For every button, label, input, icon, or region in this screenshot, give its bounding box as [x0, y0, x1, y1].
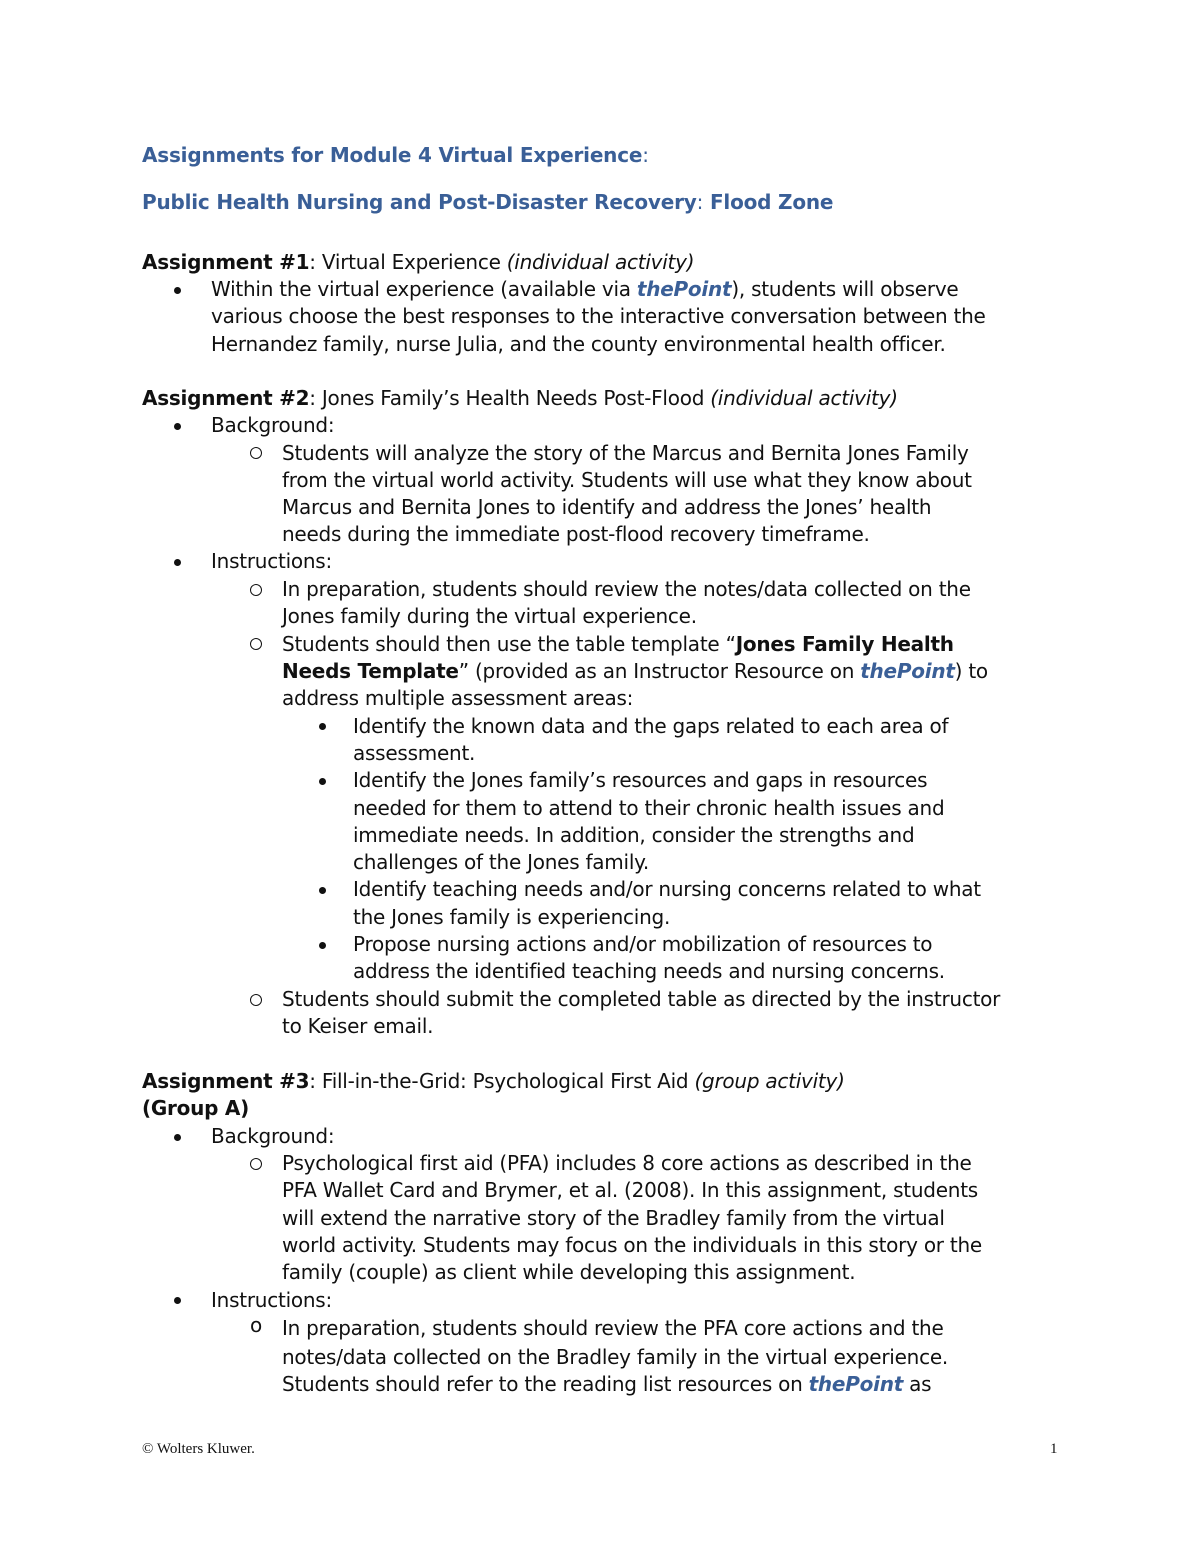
sub-instruction-text: assessment. — [353, 741, 476, 765]
document-subtitle: Public Health Nursing and Post-Disaster Recovery: Flood Zone — [142, 190, 834, 214]
background-text: needs during the immediate post-flood recovery timeframe. — [282, 522, 870, 546]
background-text: from the virtual world activity. Students will use what they know about — [282, 468, 972, 492]
assignment-3-heading: Assignment #3: Fill-in-the-Grid: Psychological First Aid (group activity) — [142, 1069, 845, 1093]
background-text: family (couple) as client while developing this assignment. — [282, 1260, 856, 1284]
instruction-text: address multiple assessment areas: — [282, 686, 634, 710]
instruction-text: In preparation, students should review the notes/data collected on the — [282, 577, 971, 601]
thepoint-link[interactable]: thePoint — [808, 1372, 904, 1396]
instructions-label: Instructions: — [211, 549, 332, 573]
instruction-text: Students should refer to the reading list resources on thePoint as — [282, 1372, 932, 1396]
bullet-icon — [319, 887, 326, 894]
sub-instruction-text: Identify the known data and the gaps related to each area of — [353, 714, 949, 738]
bullet-icon — [174, 1297, 181, 1304]
sub-instruction-text: address the identified teaching needs and nursing concerns. — [353, 959, 945, 983]
circle-bullet-icon — [250, 994, 262, 1006]
instructions-label: Instructions: — [211, 1288, 332, 1312]
assignment-1-text: various choose the best responses to the interactive conversation between the — [211, 304, 986, 328]
circle-bullet-icon — [250, 1158, 262, 1170]
background-text: PFA Wallet Card and Brymer, et al. (2008). In this assignment, students — [282, 1178, 978, 1202]
circle-bullet-icon: o — [250, 1313, 263, 1337]
instruction-text: to Keiser email. — [282, 1014, 434, 1038]
assignment-2-heading: Assignment #2: Jones Family’s Health Needs Post-Flood (individual activity) — [142, 386, 898, 410]
sub-instruction-text: immediate needs. In addition, consider the strengths and — [353, 823, 915, 847]
assignment-1-text: Within the virtual experience (available via thePoint), students will observe — [211, 277, 959, 301]
group-label: (Group A) — [142, 1096, 250, 1120]
bullet-icon — [174, 423, 181, 430]
footer-copyright: © Wolters Kluwer. — [142, 1441, 255, 1457]
instruction-text: Jones family during the virtual experience. — [282, 604, 697, 628]
instruction-text: In preparation, students should review the PFA core actions and the — [282, 1316, 944, 1340]
sub-instruction-text: challenges of the Jones family. — [353, 850, 649, 874]
sub-instruction-text: Identify the Jones family’s resources and gaps in resources — [353, 768, 928, 792]
background-text: will extend the narrative story of the Bradley family from the virtual — [282, 1206, 945, 1230]
document-title: Assignments for Module 4 Virtual Experience: — [142, 143, 649, 167]
circle-bullet-icon — [250, 638, 262, 650]
circle-bullet-icon — [250, 584, 262, 596]
instruction-text: Students should submit the completed table as directed by the instructor — [282, 987, 1001, 1011]
background-text: Marcus and Bernita Jones to identify and address the Jones’ health — [282, 495, 932, 519]
bullet-icon — [174, 287, 181, 294]
thepoint-link[interactable]: thePoint — [636, 277, 732, 301]
page-number: 1 — [1050, 1441, 1058, 1457]
sub-instruction-text: Identify teaching needs and/or nursing concerns related to what — [353, 877, 981, 901]
instruction-text: notes/data collected on the Bradley family in the virtual experience. — [282, 1345, 948, 1369]
background-text: world activity. Students may focus on the individuals in this story or the — [282, 1233, 982, 1257]
circle-bullet-icon — [250, 447, 262, 459]
bullet-icon — [174, 559, 181, 566]
background-label: Background: — [211, 413, 335, 437]
background-text: Psychological first aid (PFA) includes 8 core actions as described in the — [282, 1151, 972, 1175]
sub-instruction-text: Propose nursing actions and/or mobilization of resources to — [353, 932, 933, 956]
instruction-text: Needs Template” (provided as an Instructor Resource on thePoint) to — [282, 659, 988, 683]
bullet-icon — [319, 942, 326, 949]
sub-instruction-text: needed for them to attend to their chronic health issues and — [353, 796, 945, 820]
bullet-icon — [319, 723, 326, 730]
thepoint-link[interactable]: thePoint — [860, 659, 955, 683]
sub-instruction-text: the Jones family is experiencing. — [353, 905, 671, 929]
instruction-text: Students should then use the table template “Jones Family Health — [282, 632, 954, 656]
background-label: Background: — [211, 1124, 335, 1148]
bullet-icon — [174, 1134, 181, 1141]
background-text: Students will analyze the story of the Marcus and Bernita Jones Family — [282, 441, 969, 465]
assignment-1-heading: Assignment #1: Virtual Experience (individual activity) — [142, 250, 695, 274]
bullet-icon — [319, 778, 326, 785]
assignment-1-text: Hernandez family, nurse Julia, and the county environmental health officer. — [211, 332, 946, 356]
